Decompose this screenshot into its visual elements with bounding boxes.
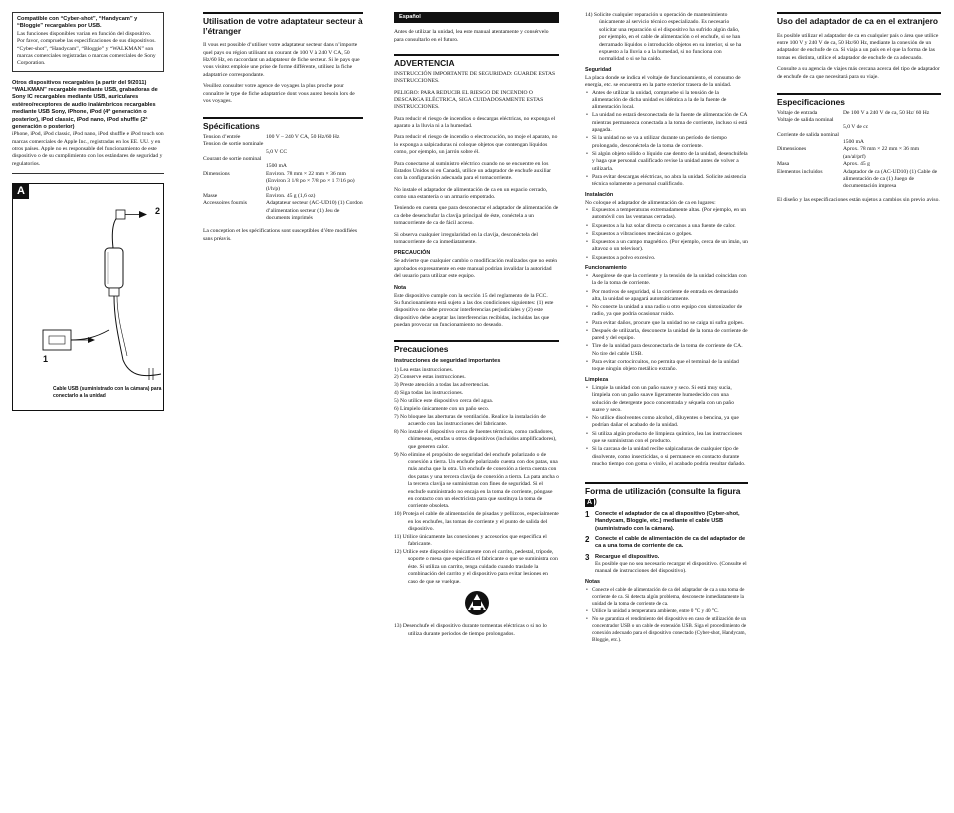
spec-key: Voltaje de salida nominal: [777, 116, 834, 123]
instalacion-list: [585, 207, 748, 262]
step-subtext: Es posible que no sea necesario recargar el dispositivo. (Consulte el manual de instrucciones del dispositivo).: [595, 561, 747, 575]
seguridad-list: [585, 90, 748, 189]
language-bar: Español: [394, 12, 559, 23]
list-item: • Si algún objeto sólido o líquido cae dentro de la unidad, desenchúfela y haga que personal cualificado revise la unidad antes de volver a utilizarla.: [585, 151, 748, 173]
spec-value: [843, 117, 941, 124]
column-2-french: [203, 12, 363, 247]
funcionamiento-title: Funcionamiento: [585, 264, 627, 271]
spec-key: Elementos incluidos: [777, 168, 823, 175]
spec-key: Courant de sortie nominal: [203, 156, 262, 163]
nota-label: Nota: [394, 284, 406, 291]
spec-key: Tension de sortie nominale: [203, 141, 264, 148]
compatibility-box: [12, 12, 164, 72]
list-item: 6) Límpielo únicamente con un paño seco.: [394, 405, 490, 412]
spec-value: 100 V – 240 V CA, 50 Hz/60 Hz: [266, 133, 340, 140]
step-text: Recargue el dispositivo.: [595, 553, 660, 560]
precauciones-title: Precauciones: [394, 343, 449, 354]
advertencia-title: ADVERTENCIA: [394, 58, 455, 69]
list-item: • No utilice disolventes como alcohol, diluyentes o bencina, ya que podrían dañar el acabado de la unidad.: [585, 415, 748, 430]
list-item: • Expuestos a temperaturas extremadamente altas. (Por ejemplo, en un automóvil con las ventanas cerradas).: [585, 207, 748, 222]
spec-key: Dimensions: [203, 170, 230, 177]
compatibility-text: Las funciones disponibles varían en función del dispositivo. Por favor, compruebe las especificaciones de sus dispositivos.: [17, 30, 156, 45]
list-item: • Para evitar daños, procure que la unidad no se caiga ni sufra golpes.: [585, 320, 748, 327]
spec-value: Environ. 78 mm × 22 mm × 36 mm (Environ 3 1/8 po × 7/8 po × 1 7/16 po) (l/h/p): [266, 170, 355, 192]
list-item: • Expuestos a vibraciones mecánicas o golpes.: [585, 231, 748, 238]
step-text: Conecte el adaptador de ca al dispositivo (Cyber-shot, Handycam, Bloggie, etc.) mediante el cable USB (suministrado con la cámara).: [595, 510, 740, 532]
list-item: 11) Utilice únicamente las conexiones y accesorios que especifica el fabricante.: [394, 533, 547, 548]
list-item: • Expuestos a la luz solar directa o cercanos a una fuente de calor.: [585, 223, 748, 230]
french-spec-table: [203, 134, 363, 223]
list-item: • Utilice la unidad a temperatura ambiente, entre 0 °C y 40 °C.: [585, 608, 748, 615]
instructions-list-cont: [585, 12, 748, 64]
list-item: • Conecte el cable de alimentación de ca del adaptador de ca a una toma de corriente de ca. Si detecta algún problema, desconecte inmediatamente la unidad de la toma de corriente de ca.: [585, 587, 748, 608]
forma-title-close: ): [594, 495, 597, 506]
column-1: [12, 12, 164, 411]
list-item: • Asegúrese de que la corriente y la tensión de la unidad coincidan con la de la toma de corriente.: [585, 273, 748, 288]
figure-label-1: 1: [43, 354, 49, 365]
list-item: 5) No utilice este dispositivo cerca del agua.: [394, 398, 494, 405]
list-item: • Para evitar descargas eléctricas, no abra la unidad. Solicite asistencia técnica solamente a personal cualificado.: [585, 174, 748, 189]
spec-key: [777, 139, 843, 146]
spec-value: Aprox. 45 g: [843, 161, 870, 168]
french-footer: La conception et les spécifications sont susceptibles d’être modifiées sans préavis.: [203, 228, 358, 242]
advertencia-1: INSTRUCCIÓN IMPORTANTE DE SEGURIDAD: GUARDE ESTAS INSTRUCCIONES.: [394, 70, 556, 85]
spec-value: [843, 132, 941, 139]
spec-value: Adaptateur secteur (AC-UD10) (1) Cordon d’alimentation secteur (1) Jeu de documents imprimés: [266, 200, 363, 222]
column-4-spanish: [585, 12, 748, 644]
spec-key: [203, 149, 266, 156]
list-item: 7) No bloquee las aberturas de ventilación. Realice la instalación de acuerdo con las instrucciones del fabricante.: [394, 413, 546, 428]
other-devices-title: Otros dispositivos recargables (a partir del 9/2011) “WALKMAN” recargable mediante USB, grabadoras de Sony IC recargables mediante USB, auriculares estéreo/receptores de audio inalámbricos recargables mediante USB Sony, iPhone, iPod (4ª generación o posterior), iPod classic, iPod nano, iPod shuffle (2ª generación o posterior): [12, 79, 158, 130]
spanish-intro: Antes de utilizar la unidad, lea este manual atentamente y consérvelo para consultarlo en el futuro.: [394, 29, 549, 43]
spanish-spec-table: [777, 110, 941, 191]
advertencia-p4: No instale el adaptador de alimentación de ca en un espacio cerrado, como una estantería o un armario empotrado.: [394, 186, 548, 201]
spanish-footer: El diseño y las especificaciones están sujetos a cambios sin previo aviso.: [777, 196, 940, 203]
list-item: • Tire de la unidad para desconectarla de la toma de corriente de CA. No tire del cable USB.: [585, 343, 748, 358]
advertencia-2: PELIGRO: PARA REDUCIR EL RIESGO DE INCENDIO O DESCARGA ELÉCTRICA, SIGA CUIDADOSAMENTE ESTAS INSTRUCCIONES.: [394, 89, 544, 111]
advertencia-p6: Si observa cualquier irregularidad en la clavija, desconéctela del tomacorriente de ca inmediatamente.: [394, 231, 538, 245]
figure-a: [12, 183, 164, 411]
precaucion-label: PRECAUCIÓN: [394, 250, 431, 257]
notas-title: Notas: [585, 578, 600, 585]
list-item: 12) Utilice este dispositivo únicamente con el carrito, pedestal, trípode, soporte o mesa que especifica el fabricante o que se suministra con éste. Si utiliza un carrito, tenga cuidado cuando traslade la combinación del carrito y el dispositivo para evitar lesiones en caso de que se vuelque.: [394, 549, 558, 585]
spec-key: Masse: [203, 192, 218, 199]
figure-caption: Cable USB (suministrado con la cámara) para conectarlo a la unidad: [53, 386, 162, 399]
forma-title: [585, 487, 748, 507]
list-item: • Si la carcasa de la unidad recibe salpicaduras de cualquier tipo de disolvente, como insecticidas, o si permanece en contacto durante mucho tiempo con goma o vinilo, el acabado podría resultar dañado.: [585, 446, 748, 468]
figure-label-2: 2: [155, 206, 161, 217]
spec-value: 5,0 V de cc: [843, 124, 869, 131]
spec-value: De 100 V a 240 V de ca, 50 Hz/ 60 Hz: [843, 109, 930, 116]
spec-value: [266, 141, 363, 148]
figure-a-letter: A: [13, 184, 29, 199]
spec-value: 1500 mA: [843, 139, 864, 146]
list-item: 2) Conserve estas instrucciones.: [394, 374, 466, 381]
cart-warning-icon: [394, 590, 559, 619]
list-item: 10) Proteja el cable de alimentación de pisadas y pellizcos, especialmente en los enchufes, las tomas de corriente y el punto de salida del dispositivo.: [394, 511, 559, 532]
step-number: 3: [585, 552, 590, 562]
list-item: • Expuestos a un campo magnético. (Por ejemplo, cerca de un imán, un altavoz o un televisor).: [585, 239, 748, 254]
spec-key: Tension d’entrée: [203, 133, 241, 140]
french-p1: Il vous est possible d’utiliser votre adaptateur secteur dans n’importe quel pays ou région utilisant un courant de 100 V à 240 V CA, 50 Hz/60 Hz, en raccordant un adaptateur de fiche secteur. Si le pays que vous visitez emploie une prise de forme différente, utilisez la fiche adaptatrice correspondante.: [203, 42, 360, 78]
instructions-list: [394, 367, 559, 586]
spec-value: Aprox. 78 mm × 22 mm × 36 mm (an/al/prf): [843, 146, 920, 160]
extranjero-p2: Consulte a su agencia de viajes más cercana acerca del tipo de adaptador de enchufe de ca que necesitará para su viaje.: [777, 66, 940, 80]
spec-key: [203, 163, 266, 170]
seguridad-title: Seguridad: [585, 66, 612, 73]
step-number: 2: [585, 534, 590, 544]
spec-key: Accessoires fournis: [203, 200, 247, 207]
especificaciones-title: Especificaciones: [777, 96, 845, 107]
step-number: 1: [585, 509, 590, 519]
list-item: • No se garantiza el rendimiento del dispositivo en caso de utilización de un concentrador USB o un cable de extensión USB. Siga el procedimiento de conexión adecuado para el dispositivo conectado (Cyber-shot, Handycam, Bloggie, etc.).: [585, 616, 748, 643]
advertencia-p3: Para conectarse al suministro eléctrico cuando no se encuentre en los Estados Unidos ni en Canadá, utilice un adaptador de enchufe auxiliar con la configuración adecuada para el tomacorriente.: [394, 160, 552, 182]
list-item: • Antes de utilizar la unidad, compruebe si la tensión de la alimentación de dicha unidad es idéntica a la de la fuente de alimentación local.: [585, 90, 748, 112]
trademark-text: “Cyber-shot”, “Handycam”, “Bloggie” y “WALKMAN” son marcas comerciales registradas o marcas comerciales de Sony Corporation.: [17, 45, 156, 67]
spec-key: Masa: [777, 161, 790, 168]
extranjero-p1: Es posible utilizar el adaptador de ca en cualquier país o área que utilice entre 100 V y 240 V de ca, 50 Hz/60 Hz, mediante la conexión de un adaptador de enchufe de ca. Si viaja a un país en el que la forma de las tomas es distinta, utilice el adaptador de enchufe de ca adecuado.: [777, 32, 939, 61]
list-item: 8) No instale el dispositivo cerca de fuentes térmicas, como radiadores, chimeneas, estufas u otros dispositivos (incluidos amplificadores), que generen calor.: [394, 429, 557, 450]
list-item: 4) Siga todas las instrucciones.: [394, 390, 464, 397]
list-item: • Si utiliza algún producto de limpieza químico, lea las instrucciones que se suministran con el producto.: [585, 431, 748, 446]
advertencia-p5: Teniendo en cuenta que para desconectar el adaptador de alimentación de ca debe desenchufar la clavija principal de éste, conéctela a un tomacorriente de ca de fácil acceso.: [394, 205, 559, 227]
list-item: • Si la unidad no se va a utilizar durante un período de tiempo prolongado, desconéctela de la toma de corriente.: [585, 135, 748, 150]
step-3: [585, 554, 748, 576]
funcionamiento-list: [585, 273, 748, 374]
spec-key: Corriente de salida nominal: [777, 131, 839, 138]
forma-figure-letter: A: [587, 498, 593, 506]
adapter-illustration: [13, 190, 163, 390]
column-3-spanish: [394, 12, 559, 639]
notas-list: [585, 587, 748, 643]
list-item: 9) No elimine el propósito de seguridad del enchufe polarizado o de conexión a tierra. Un enchufe polarizado cuenta con dos patas, una más ancha que la otra. Un enchufe de conexión a tierra cuenta con dos patas y una tercera clavija de conexión a tierra. La pata ancha o la tercera clavija se suministran con fines de seguridad. Si el enchufe suministrado no encaja en la toma de corriente, póngase en contacto con un electricista para que sustituya la toma de corriente obsoleta.: [394, 451, 559, 510]
step-1: [585, 511, 748, 533]
french-title: Utilisation de votre adaptateur secteur à l’étranger: [203, 16, 363, 36]
spec-value: 1500 mA: [266, 163, 287, 170]
instructions-list-end: [394, 623, 559, 638]
list-item: 1) Lea estas instrucciones.: [394, 366, 454, 373]
step-2: [585, 536, 748, 551]
extranjero-title: Uso del adaptador de ca en el extranjero: [777, 16, 939, 26]
instalacion-intro: No coloque el adaptador de alimentación de ca en lugares:: [585, 199, 716, 206]
seguridad-intro: La placa donde se indica el voltaje de funcionamiento, el consumo de energía, etc. se encuentra en la parte exterior trasera de la unidad.: [585, 74, 741, 89]
step-text: Conecte el cable de alimentación de ca del adaptador de ca a una toma de corriente de ca.: [595, 535, 746, 550]
french-p2: Veuillez consulter votre agence de voyages la plus proche pour connaître le type de fiche adaptatrice dont vous aurez besoin lors de vos voyages.: [203, 83, 355, 104]
spec-key: Voltaje de entrada: [777, 109, 818, 116]
list-item: • La unidad no estará desconectada de la fuente de alimentación de CA mientras permanezca conectada a la toma de corriente, incluso si está apagada.: [585, 112, 748, 134]
compatibility-title: Compatible con “Cyber-shot”, “Handycam” y “Bloggie” recargables por USB.: [17, 16, 138, 30]
precaucion-text: Se advierte que cualquier cambio o modificación realizados que no estén aprobados expresamente en este manual podrían invalidar la autoridad del usuario para utilizar este equipo.: [394, 258, 558, 280]
spec-value: Environ. 45 g (1,6 oz): [266, 192, 316, 199]
advertencia-p2: Para reducir el riesgo de incendio o electrocución, no moje el aparato, no lo exponga a salpicaduras ni coloque objetos que contengan líquidos como, por ejemplo, un jarrón sobre él.: [394, 134, 558, 156]
spec-value: Adaptador de ca (AC-UD10) (1) Cable de alimentación de ca (1) Juego de documentación impresa: [843, 168, 938, 190]
spec-key: Dimensiones: [777, 146, 807, 153]
french-spec-title: Spécifications: [203, 121, 260, 132]
other-devices-text: iPhone, iPod, iPod classic, iPod nano, iPod shuffle e iPod touch son marcas comerciales de Apple Inc., registradas en los EE. UU. y en otros países. Apple no es responsable del funcionamiento de este dispositivo o de su cumplimiento con los estándares de seguridad y regulatorios.: [12, 131, 164, 167]
list-item: • Después de utilizarla, desconecte la unidad de la toma de corriente de pared y del equipo.: [585, 328, 748, 343]
column-5-spanish: [777, 12, 941, 208]
list-item: • Por motivos de seguridad, si la corriente de entrada es demasiado alta, la unidad se apagará automáticamente.: [585, 289, 748, 304]
list-item: • Expuestos a polvo excesivo.: [585, 255, 748, 262]
list-item: • Para evitar cortocircuitos, no permita que el terminal de la unidad toque ningún objeto metálico extraño.: [585, 359, 748, 374]
list-item: 13) Desenchufe el dispositivo durante tormentas eléctricas o si no lo utiliza durante periodos de tiempo prolongados.: [394, 623, 547, 637]
advertencia-p1: Para reducir el riesgo de incendios o descargas eléctricas, no exponga el aparato a la lluvia ni a la humedad.: [394, 115, 556, 130]
spec-value: 5,0 V CC: [266, 148, 288, 155]
spec-value: [266, 156, 363, 163]
nota-1: Este dispositivo cumple con la sección 15 del reglamento de la FCC.: [394, 292, 548, 299]
spec-key: [777, 124, 843, 131]
limpieza-title: Limpieza: [585, 376, 609, 383]
limpieza-list: [585, 385, 748, 469]
nota-2: Su funcionamiento está sujeto a las dos condiciones siguientes: (1) este dispositivo no debe provocar interferencias perjudiciales y (2) este dispositivo debe aceptar las interferencias recibidas, incluidas las que puedan provocar un funcionamiento no deseado.: [394, 300, 554, 329]
list-item: • No conecte la unidad a una radio u otro equipo con sintonizador de radio, ya que podría ocasionar ruido.: [585, 304, 748, 319]
forma-title-text: Forma de utilización (consulte la figura: [585, 486, 741, 497]
instrucciones-title: Instrucciones de seguridad importantes: [394, 358, 501, 365]
list-item: 3) Preste atención a todas las advertencias.: [394, 382, 490, 389]
list-item: 14) Solicite cualquier reparación u operación de mantenimiento únicamente al servicio técnico especializado. Es necesario solicitar una reparación si el dispositivo ha sufrido algún daño, por ejemplo, en el cable de alimentación o el enchufe, si se han derramado líquidos o introducido objetos en su interior, si se ha expuesto a la lluvia o a la humedad, si no funciona con normalidad o si se ha caído.: [585, 12, 742, 63]
list-item: • Limpie la unidad con un paño suave y seco. Si está muy sucia, límpiela con un paño suave ligeramente humedecido con una solución de detergente poco concentrada y séquela con un paño suave y seco.: [585, 385, 748, 415]
instalacion-title: Instalación: [585, 191, 614, 198]
